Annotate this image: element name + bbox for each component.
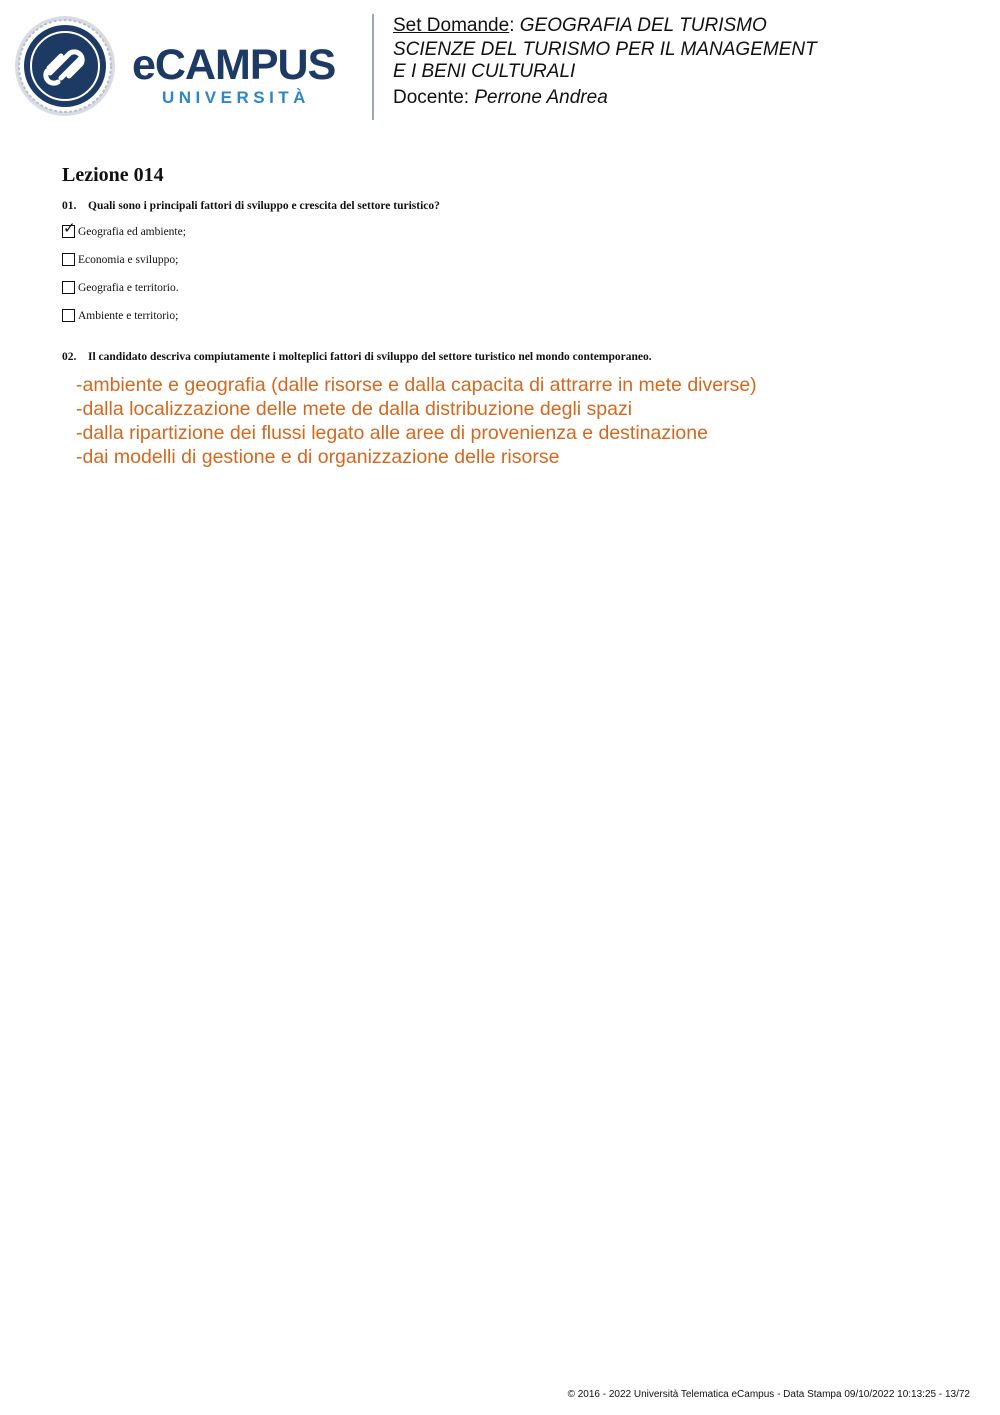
lesson-title: Lezione 014 xyxy=(62,164,164,186)
set-label: Set Domande xyxy=(393,15,510,36)
page-header xyxy=(0,0,1000,130)
teacher-label: Docente: xyxy=(393,87,470,108)
checkbox-checked-icon[interactable] xyxy=(62,221,76,238)
checkbox-icon[interactable] xyxy=(62,253,75,266)
option-1[interactable] xyxy=(62,221,186,240)
answer-line: -dalla ripartizione dei flussi legato alle aree di provenienza e destinazione xyxy=(76,422,708,444)
answer-line: -dalla localizzazione delle mete de dalla distribuzione degli spazi xyxy=(76,398,633,420)
question-number: 02. xyxy=(62,351,77,363)
course-info xyxy=(393,14,993,110)
option-label: Ambiente e territorio; xyxy=(78,310,179,322)
course-line-3 xyxy=(393,62,993,82)
ecampus-wordmark xyxy=(132,42,357,112)
open-answer xyxy=(76,373,976,469)
course-title: GEOGRAFIA DEL TURISMO xyxy=(519,15,767,36)
question-2 xyxy=(62,350,652,364)
option-3[interactable] xyxy=(62,280,179,296)
option-label: Geografia e territorio. xyxy=(78,282,179,294)
course-degree: SCIENZE DEL TURISMO PER IL MANAGEMENT xyxy=(393,39,817,60)
option-label: Economia e sviluppo; xyxy=(78,254,179,266)
page-footer: © 2016 - 2022 Università Telematica eCampus - Data Stampa 09/10/2022 10:13:25 - 13/72 xyxy=(567,1389,970,1400)
checkbox-icon[interactable] xyxy=(62,281,75,294)
set-line xyxy=(393,14,993,38)
question-number: 01. xyxy=(62,200,77,212)
logo-subtitle-text: UNIVERSITÀ xyxy=(162,88,310,107)
question-text: Il candidato descriva compiutamente i molteplici fattori di sviluppo del settore turistico nel mondo contemporaneo. xyxy=(88,351,652,363)
checkmark-icon: ✓ xyxy=(63,221,76,237)
answer-line: -dai modelli di gestione e di organizzazione delle risorse xyxy=(76,446,560,468)
set-separator: : xyxy=(509,15,515,36)
checkbox-icon[interactable] xyxy=(62,309,75,322)
option-2[interactable] xyxy=(62,252,178,268)
answer-line: -ambiente e geografia (dalle risorse e dalla capacita di attrarre in mete diverse) xyxy=(76,374,757,396)
option-4[interactable] xyxy=(62,308,178,324)
teacher-name: Perrone Andrea xyxy=(474,87,608,108)
question-text: Quali sono i principali fattori di sviluppo e crescita del settore turistico? xyxy=(88,200,440,212)
header-divider xyxy=(372,14,374,120)
teacher-line xyxy=(393,86,993,110)
question-1 xyxy=(62,199,440,213)
ecampus-seal-logo xyxy=(14,15,116,117)
course-degree-cont: E I BENI CULTURALI xyxy=(393,61,576,82)
option-label: Geografia ed ambiente; xyxy=(78,226,186,238)
course-line-2 xyxy=(393,38,993,62)
logo-wordmark-text: eCAMPUS xyxy=(132,41,336,89)
